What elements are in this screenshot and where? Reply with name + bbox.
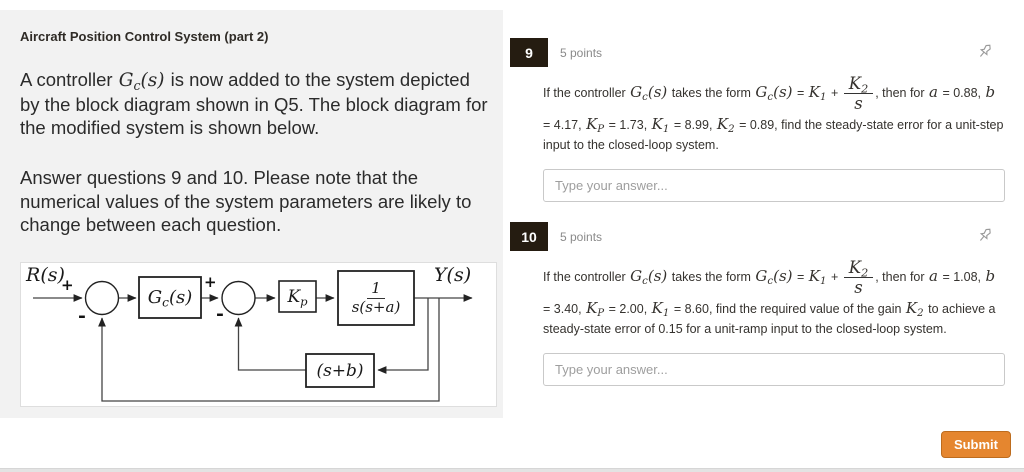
plus-sign-2: +: [204, 273, 217, 291]
summing-junction-2: [222, 282, 255, 315]
question-points: 5 points: [560, 229, 603, 244]
block-diagram-svg: [21, 263, 496, 406]
question-number-badge: 9: [510, 38, 548, 67]
controller-block-label: $G_c(s)$: [147, 287, 193, 310]
output-signal-label: Y(s): [434, 264, 472, 286]
plant-block-label: $\frac{1}{s(s+a)}$: [351, 278, 401, 316]
summing-junction-1: [86, 282, 119, 315]
question-header: [510, 38, 1010, 67]
submit-button[interactable]: Submit: [941, 431, 1011, 458]
question-text: If the controller $G_c(s)$ takes the form $G_c(s) = K_1$ + $\frac{K_2}{s}$ , then for a = 0.88, b = 4.17, $K_P = 1.73$, $K_1 = 8.99$, $K_2 = 0.89$, find the steady-state error for a unit-step input to the closed-loop system.: [543, 74, 1004, 153]
answer-input-9[interactable]: [543, 169, 1005, 202]
plus-sign-1: +: [61, 276, 74, 294]
push-pin-icon[interactable]: [976, 226, 994, 244]
exercise-title: Aircraft Position Control System (part 2): [20, 29, 269, 44]
bottom-bar: [0, 468, 1024, 472]
exercise-panel: [0, 10, 503, 418]
questions-panel: [503, 10, 1024, 468]
question-header: [510, 222, 1010, 251]
gain-block-label: $K_p$: [287, 286, 308, 308]
question-text: If the controller $G_c(s)$ takes the form $G_c(s) = K_1$ + $\frac{K_2}{s}$ , then for a = 1.08, b = 3.40, $K_P = 2.00$, $K_1 = 8.60$, find the required value of the gain $K_2$ to achieve a steady-state error of 0.15 for a unit-ramp input to the closed-loop system.: [543, 258, 996, 337]
question-card-10: [510, 222, 1010, 386]
exercise-note: Answer questions 9 and 10. Please note that the numerical values of the system parameters are likely to change between each question.: [20, 167, 472, 236]
minus-sign-1: -: [78, 305, 86, 327]
question-number-badge: 10: [510, 222, 548, 251]
exercise-description: A controller $G_c(s)$ is now added to the system depicted by the block diagram shown in Q5. The block diagram for the modified system is shown below.: [20, 69, 488, 139]
feedback-block-label: (s+b): [316, 360, 364, 381]
push-pin-icon[interactable]: [976, 42, 994, 60]
answer-input-10[interactable]: [543, 353, 1005, 386]
block-diagram: [20, 262, 497, 407]
input-signal-label: R(s): [26, 264, 65, 286]
question-points: 5 points: [560, 45, 603, 60]
minus-sign-2: -: [216, 303, 224, 325]
question-card-9: [510, 38, 1010, 202]
